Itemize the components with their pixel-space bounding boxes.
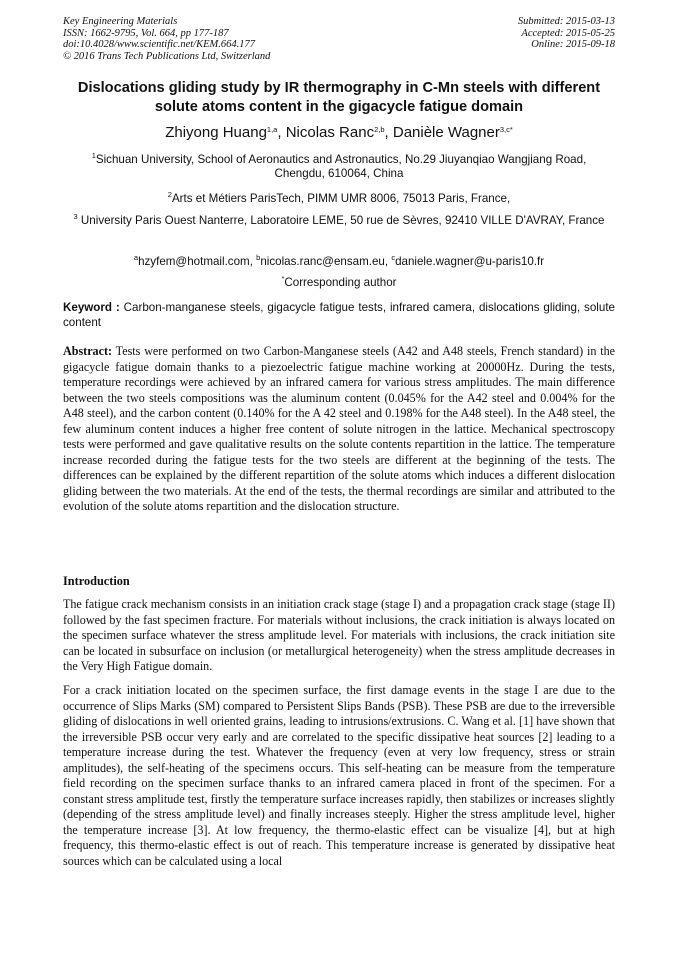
affiliation-2: $^2$Arts et Métiers ParisTech, PIMM UMR 8006, 75013 Paris, France, <box>167 190 511 205</box>
affiliation-1: $^1$Sichuan University, School of Aeronautics and Astronautics, No.29 Jiuyanqiao Wangjiang Road, Chengdu, 610064, China <box>91 151 587 181</box>
paper-title: Dislocations gliding study by IR thermography in C-Mn steels with different solute atoms content in the gigacycle fatigue domain <box>77 80 601 115</box>
section-heading: Introduction <box>63 574 130 588</box>
author-3: Danièle Wagner$^{3,c*}$ <box>392 124 513 141</box>
keywords <box>63 300 615 330</box>
journal-name: Key Engineering Materials <box>63 16 178 27</box>
email-link[interactable]: nicolas.ranc@ensam.eu, <box>260 255 392 268</box>
journal-header <box>63 16 270 62</box>
affiliation-3: $^3$ University Paris Ouest Nanterre, Laboratoire LEME, 50 rue de Sèvres, 92410 VILLE D'AVRAY, France <box>73 212 605 227</box>
keyword-text: Carbon-manganese steels, gigacycle fatigue tests, infrared camera, dislocations gliding, solute content <box>63 301 615 329</box>
email-link[interactable]: daniele.wagner@u-paris10.fr <box>395 255 545 268</box>
issn-line: ISSN: 1662-9795, Vol. 664, pp 177-187 <box>63 27 229 39</box>
accepted-date: Accepted: 2015-05-25 <box>521 27 615 39</box>
abstract-label: Abstract: <box>63 344 113 358</box>
dates-header <box>518 16 615 51</box>
online-date: Online: 2015-09-18 <box>531 39 615 51</box>
abstract-text: Tests were performed on two Carbon-Manganese steels (A42 and A48 steels, French standard) in the gigacycle fatigue domain thanks to a piezoelectric fatigue machine working at 20000Hz. During the tests, temperature recordings were achieved by an infrared camera for various stress amplitudes. The main difference between the two steels compositions was the aluminum content (0.045% for the A42 steel and 0.004% for the A48 steel), and the carbon content (0.140% for the A 42 steel and 0.198% for the A48 steel). In the A48 steel, the few aluminum content induces a higher free content of solute nitrogen in the lattice. Mechanical spectroscopy tests were performed and gave qualitative results on the solute contents repartition in the lattice. The temperature increase recorded during the fatigue tests for the two steels are different at the beginning of the tests. The differences can be explained by the different repartition of the solute atoms which induces a different dislocation gliding between the two materials. At the end of the tests, the thermal recordings are similar and attributed to the evolution of the solute atoms repartition and the dislocation structure. <box>63 344 615 513</box>
copyright-line: © 2016 Trans Tech Publications Ltd, Switzerland <box>63 50 271 62</box>
author-1: Zhiyong Huang$^{1,a}$, <box>165 124 286 141</box>
body-paragraph: For a crack initiation located on the specimen surface, the first damage events in the stage I are due to the occurrence of Slips Marks (SM) compared to Persistent Slips Bands (PSB). These PSB are due to the irreversible gliding of dislocations in well oriented grains, leading to intrusions/extrusions. C. Wang et al. [1] have shown that the irreversible PSB occur very early and are correlated to the specific dissipative heat sources [2] leading to a temperature increase during the test. Whatever the frequency (even at very low frequency, stress or strain amplitudes), the self-heating of the specimens occurs. This self-heating can be measure from the temperature field recording on the specimen surface thanks to an infrared camera placed in front of the specimen. For a constant stress amplitude test, firstly the temperature surface increases rapidly, then stabilizes or increases slightly (depending of the stress amplitude level) and finally increases steeply. Higher the stress amplitude level, higher the temperature increase [3]. At low frequency, the thermo-elastic effect can be visualize [4], but at high frequency, this thermo-elastic effect is out of reach. This temperature increase is generated by dissipative heat sources which can be calculated using a local <box>63 683 615 868</box>
author-2: Nicolas Ranc$^{2,b}$, <box>285 124 393 141</box>
email-link[interactable]: hzyfem@hotmail.com, <box>138 255 257 268</box>
submitted-date: Submitted: 2015-03-13 <box>517 16 615 27</box>
corresponding-author-note: *Corresponding author <box>281 274 397 289</box>
body-paragraph: The fatigue crack mechanism consists in an initiation crack stage (stage I) and a propagation crack stage (stage II) followed by the fast specimen fracture. For materials without inclusions, the crack initiation is always located on the specimen surface whatever the stress amplitude level. For materials with inclusions, the crack initiation site can be located in subsurface on inclusion (or metallurgical heterogeneity) when the stress amplitude decreases in the Very High Fatigue domain. <box>63 597 615 673</box>
author-list <box>0 124 678 142</box>
author-emails: $^a$hzyfem@hotmail.com, $^b$nicolas.ranc@ensam.eu, $^c$daniele.wagner@u-paris10.fr <box>133 253 545 268</box>
abstract <box>63 344 615 515</box>
doi-line: doi:10.4028/www.scientific.net/KEM.664.177 <box>63 39 255 51</box>
keyword-label: Keyword : <box>63 301 120 314</box>
